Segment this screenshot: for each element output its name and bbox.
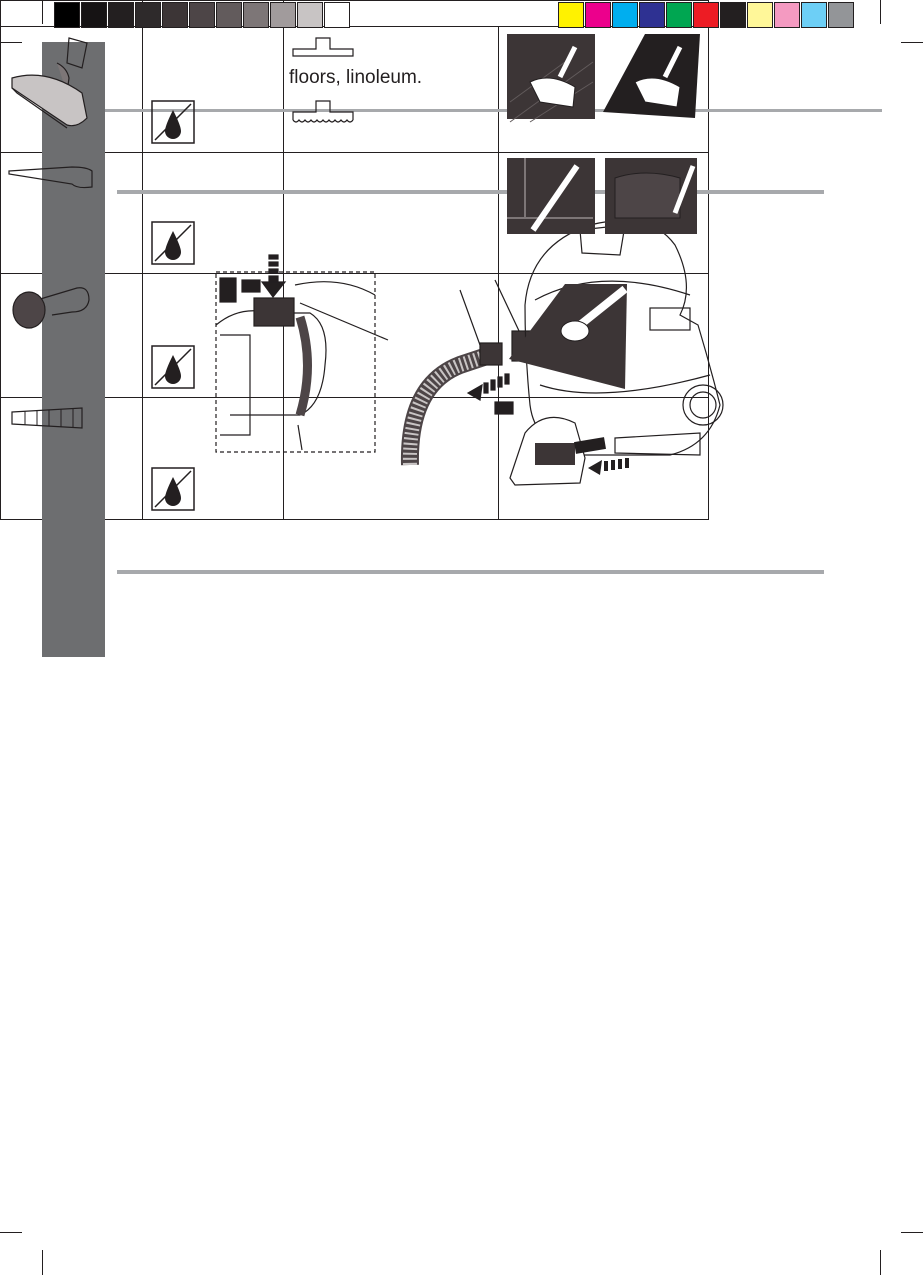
tool-cell [1,153,143,274]
application-cell [499,398,709,520]
floor-description: floors, linoleum. [289,67,423,88]
mode-cell [143,153,284,274]
application-cell [499,153,709,274]
floor-nozzle-icon [7,33,97,133]
application-cell [499,27,709,153]
connect-arrow-icon [588,458,629,475]
crop-mark [880,0,881,24]
crop-mark [0,1232,22,1233]
use-cell [284,274,499,398]
header-cell-use [284,1,709,27]
no-wet-icon [151,345,195,389]
accessories-table [0,0,709,520]
section-rule [117,570,824,574]
process-swatch [774,2,800,28]
crop-mark [880,1250,881,1275]
process-swatch [801,2,827,28]
mode-cell [143,27,284,153]
brush-nozzle-icon [7,280,97,340]
header-cell-tool [1,1,143,27]
table-row [1,398,709,520]
floor-cleaning-illustration [505,32,701,144]
header-cell-mode [143,1,284,27]
table-row [1,27,709,153]
tool-cell [1,27,143,153]
table-row [1,274,709,398]
tool-cell [1,398,143,520]
tool-cell [1,274,143,398]
process-swatch [828,2,854,28]
brush-cleaning-illustration [505,279,701,389]
crevice-nozzle-icon [7,159,97,199]
process-swatch [720,2,746,28]
table-row [1,153,709,274]
no-wet-icon [151,467,195,511]
adaptor-icon [7,404,97,434]
carpet-icon [292,98,354,124]
no-wet-icon [151,221,195,265]
crevice-cleaning-illustration [505,158,701,236]
mode-cell [143,274,284,398]
process-swatch [747,2,773,28]
table-header-row [1,1,709,27]
power-tool-connection-illustration [505,403,705,493]
mode-cell [143,398,284,520]
crop-mark [901,42,923,43]
use-cell [284,398,499,520]
application-cell [499,274,709,398]
crop-mark [42,1250,43,1275]
no-wet-icon [151,100,195,144]
crop-mark [901,1232,923,1233]
hard-floor-icon [292,35,354,57]
use-cell [284,27,499,153]
use-cell [284,153,499,274]
